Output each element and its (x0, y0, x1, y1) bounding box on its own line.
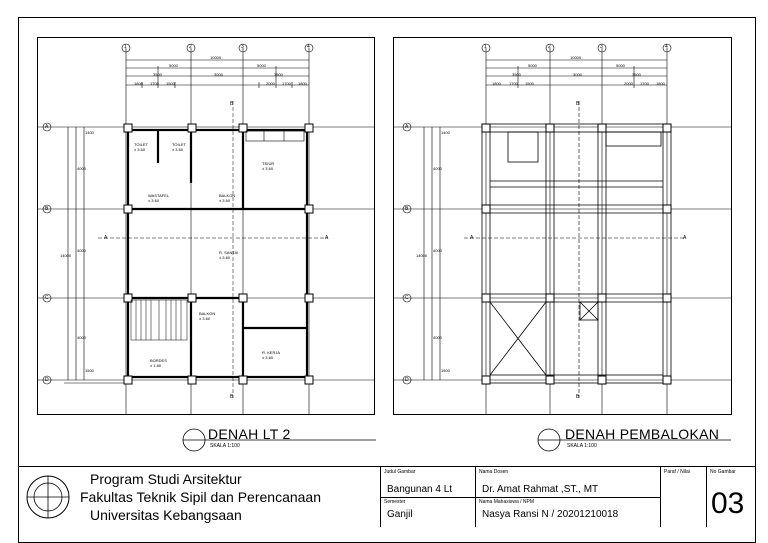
beam-plan-panel (393, 37, 732, 415)
section-mark: A (683, 235, 687, 241)
grid-label-col: 3 (241, 44, 244, 50)
dimension-text: 1400 (441, 130, 450, 135)
section-mark: B (576, 394, 580, 400)
grid-label-col: 2 (548, 44, 551, 50)
dimension-text: 1700 (150, 81, 159, 86)
cell-nogambar (706, 467, 756, 527)
grid-label-col: 2 (189, 44, 192, 50)
grid-label-col: 4 (307, 44, 310, 50)
dimension-text: 4000 (433, 248, 442, 253)
dimension-text: 1800 (492, 81, 501, 86)
dimension-text: 4000 (433, 166, 442, 171)
drawing-scale: SKALA 1:100 (567, 443, 597, 449)
section-mark: A (470, 235, 474, 241)
mahasiswa-label: Nama Mahasiswa / NPM (479, 499, 535, 505)
dimension-text: 1700 (509, 81, 518, 86)
dimension-text: 1800 (298, 81, 307, 86)
section-mark: B (576, 101, 580, 107)
title-block (18, 466, 756, 527)
paraf-label: Paraf / Nilai (664, 469, 690, 475)
room-label: WASTAFEL ± 3.60 (148, 193, 170, 203)
school-university: Universitas Kebangsaan (90, 507, 242, 523)
logo-icon (24, 473, 72, 521)
grid-label-row: A (405, 124, 409, 130)
dimension-text: 4000 (77, 248, 86, 253)
floor-plan-panel (37, 37, 375, 415)
dimension-text: 1500 (441, 368, 450, 373)
grid-label-col: 3 (600, 44, 603, 50)
judul-label: Judul Gambar (384, 469, 416, 475)
room-label: BALKON ± 3.60 (219, 193, 236, 203)
nogambar-label: No Gambar (710, 469, 736, 475)
room-label: BORDES ± 1.80 (150, 358, 167, 368)
grid-label-row: B (405, 206, 409, 212)
drawing-title: DENAH LT 2 (208, 426, 291, 442)
grid-label-row: D (45, 377, 49, 383)
drawing-scale: SKALA 1:100 (210, 443, 240, 449)
dimension-text: 1500 (85, 368, 94, 373)
room-label: BALKON ± 3.60 (199, 311, 216, 321)
room-label: R. SANTAI ± 3.60 (219, 250, 239, 260)
dimension-text: 3500 (512, 72, 521, 77)
dimension-text: 14000 (60, 253, 72, 258)
dimension-text: 5000 (169, 63, 178, 68)
dimension-text: 1800 (134, 81, 143, 86)
room-label: R. KERJA ± 3.60 (262, 350, 281, 360)
dimension-text: 3500 (632, 72, 641, 77)
dimension-text: 3000 (214, 72, 223, 77)
cell-dosen (475, 467, 660, 527)
dosen-label: Nama Dosen (479, 469, 509, 475)
room-label: TOILET ± 3.60 (134, 142, 148, 152)
dimension-text: 1700 (282, 81, 291, 86)
dimension-text: 1500 (525, 81, 534, 86)
dimension-text: 2000 (624, 81, 633, 86)
sheet-number: 03 (711, 487, 745, 520)
room-label: TIDUR ± 3.60 (262, 161, 275, 171)
grid-label-col: 1 (484, 44, 487, 50)
dimension-text: 5000 (616, 63, 625, 68)
grid-label-row: C (405, 295, 409, 301)
section-mark: A (104, 235, 108, 241)
drawing-title: DENAH PEMBALOKAN (565, 426, 720, 442)
dimension-text: 2000 (266, 81, 275, 86)
dimension-text: 1800 (656, 81, 665, 86)
dimension-text: 5000 (257, 63, 266, 68)
section-mark: B (230, 394, 234, 400)
dimension-text: 4000 (77, 166, 86, 171)
section-mark: A (325, 235, 329, 241)
dimension-text: 3500 (153, 72, 162, 77)
dimension-text: 1700 (640, 81, 649, 86)
cell-paraf (660, 467, 706, 527)
grid-label-col: 1 (124, 44, 127, 50)
dimension-text: 1500 (166, 81, 175, 86)
dosen-value: Dr. Amat Rahmat ,ST., MT (482, 484, 599, 495)
dimension-text: 14000 (416, 253, 428, 258)
dimension-text: 4000 (77, 335, 86, 340)
semester-label: Semester (384, 499, 406, 505)
beam-plan-drawing (394, 38, 732, 415)
dimension-text: 4000 (433, 335, 442, 340)
semester-value: Ganjil (387, 509, 413, 520)
mahasiswa-value: Nasya Ransi N / 20201210018 (482, 509, 619, 520)
grid-label-row: B (45, 206, 49, 212)
grid-label-row: D (405, 377, 409, 383)
grid-label-row: A (45, 124, 49, 130)
floor-plan-drawing (38, 38, 375, 415)
judul-value: Bangunan 4 Lt (387, 484, 453, 495)
room-label: TOILET ± 3.60 (172, 142, 186, 152)
dimension-text: 3500 (274, 72, 283, 77)
cell-judul (380, 467, 475, 527)
dimension-text: 5000 (528, 63, 537, 68)
grid-label-col: 4 (665, 44, 668, 50)
dimension-text: 10000 (570, 55, 582, 60)
dimension-text: 10000 (210, 55, 222, 60)
section-mark: B (230, 101, 234, 107)
dimension-text: 3000 (573, 72, 582, 77)
school-program: Program Studi Arsitektur (90, 471, 242, 487)
grid-label-row: C (45, 295, 49, 301)
dimension-text: 1400 (85, 130, 94, 135)
school-faculty: Fakultas Teknik Sipil dan Perencanaan (80, 489, 322, 505)
